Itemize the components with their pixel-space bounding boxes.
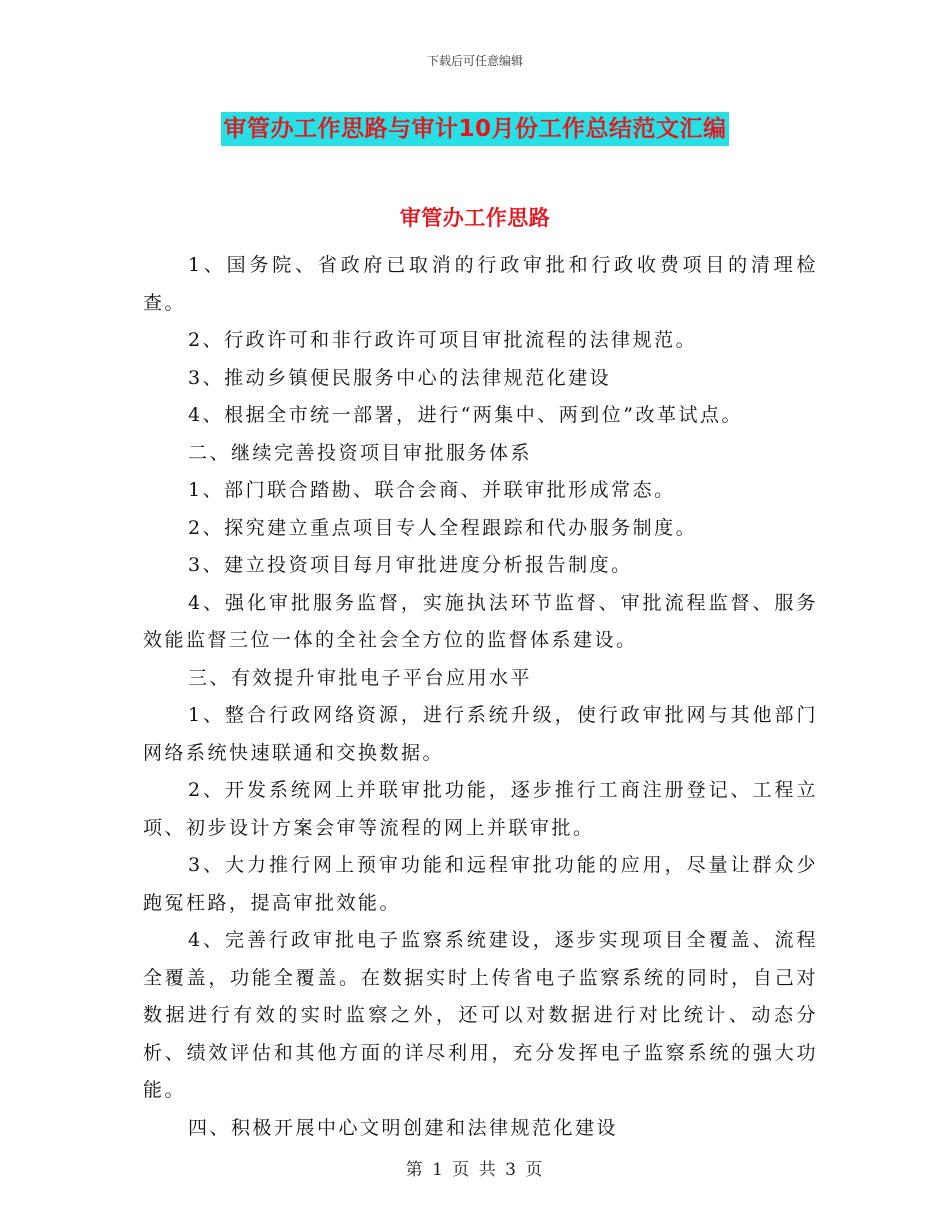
paragraph: 4、完善行政审批电子监察系统建设，逐步实现项目全覆盖、流程全覆盖，功能全覆盖。在数据实时上传省电子监察系统的同时，自己对数据进行有效的实时监察之外，还可以对数据进行对比统计、动态分析、绩效评估和其他方面的详尽利用，充分发挥电子监察系统的强大功能。 [143,929,818,1101]
section-heading: 审管办工作思路 [399,206,551,230]
paragraph: 2、探究建立重点项目专人全程跟踪和代办服务制度。 [188,516,698,539]
document-title [0,112,950,146]
paragraph: 4、根据全市统一部署，进行“两集中、两到位”改革试点。 [188,404,744,426]
paragraph: 三、有效提升审批电子平台应用水平 [188,666,533,689]
paragraph: 2、开发系统网上并联审批功能，逐步推行工商注册登记、工程立项、初步设计方案会审等流程的网上并联审批。 [143,779,818,839]
paragraph: 3、推动乡镇便民服务中心的法律规范化建设 [188,366,612,389]
paragraph: 2、行政许可和非行政许可项目审批流程的法律规范。 [188,329,698,351]
paragraph: 4、强化审批服务监督，实施执法环节监督、审批流程监督、服务效能监督三位一体的全社会全方位的监督体系建设。 [143,591,818,651]
paragraph: 3、建立投资项目每月审批进度分析报告制度。 [188,554,633,576]
paragraph: 1、整合行政网络资源，进行系统升级，使行政审批网与其他部门网络系统快速联通和交换数据。 [143,704,818,764]
header-note: 下载后可任意编辑 [426,54,523,68]
paragraph: 3、大力推行网上预审功能和远程审批功能的应用，尽量让群众少跑冤枉路，提高审批效能。 [143,854,818,914]
document-title-text: 审管办工作思路与审计10月份工作总结范文汇编 [221,112,728,146]
paragraph: 四、积极开展中心文明创建和法律规范化建设 [188,1116,619,1139]
paragraph: 1、国务院、省政府已取消的行政审批和行政收费项目的清理检查。 [143,254,818,314]
page-footer: 第 1 页 共 3 页 [405,1160,545,1180]
paragraph: 二、继续完善投资项目审批服务体系 [188,441,533,464]
document-body [143,247,818,1147]
paragraph: 1、部门联合踏勘、联合会商、并联审批形成常态。 [188,479,676,501]
